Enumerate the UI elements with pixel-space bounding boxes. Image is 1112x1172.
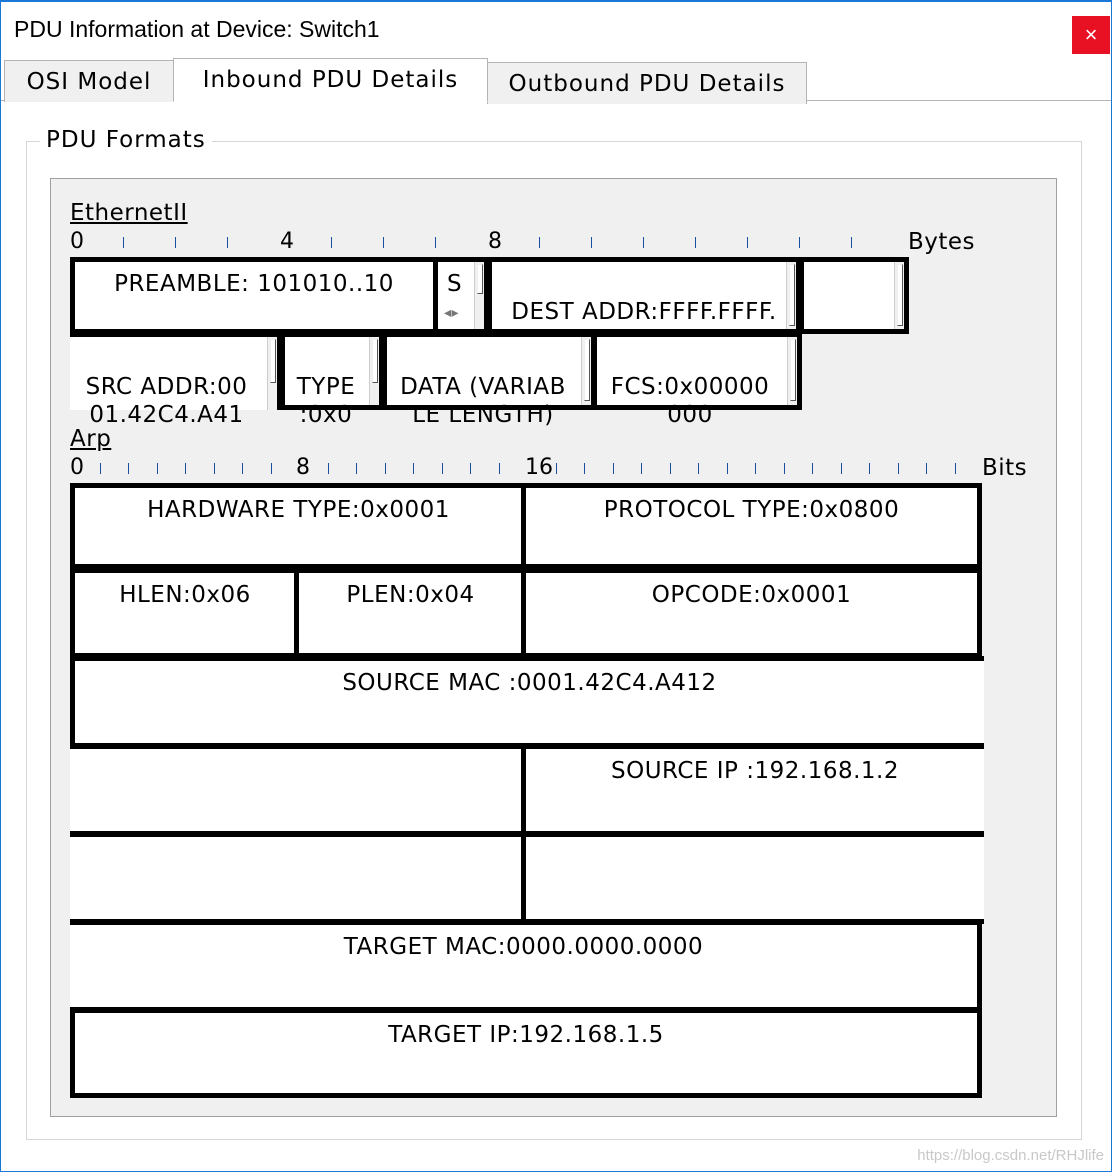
- data-scrollbar[interactable]: [581, 337, 591, 405]
- ethernet-ruler-unit: Bytes: [908, 229, 976, 255]
- tab-outbound-pdu-details[interactable]: [487, 62, 807, 104]
- preamble-field[interactable]: [70, 257, 438, 334]
- src-addr-field[interactable]: [70, 332, 282, 428]
- ruler-tick: [331, 237, 332, 248]
- ethernet-ruler-mid: 4: [280, 229, 294, 254]
- dest-scrollbar[interactable]: [786, 262, 796, 329]
- ruler-tick: [955, 463, 956, 474]
- title-bar: [1, 2, 1111, 58]
- ruler-tick: [812, 463, 813, 474]
- ruler-tick: [613, 463, 614, 474]
- target-ip-field[interactable]: [70, 1008, 982, 1098]
- window-title: PDU Information at Device: Switch1: [14, 16, 380, 42]
- arp-ruler-start: 0: [70, 455, 84, 480]
- target-ip-value: TARGET IP:192.168.1.5: [388, 1022, 664, 1048]
- arp-ruler-unit: Bits: [982, 455, 1028, 481]
- fcs-scroll-thumb[interactable]: [790, 339, 796, 401]
- hardware-type-field[interactable]: [70, 483, 527, 569]
- src-scroll-thumb[interactable]: [270, 339, 276, 383]
- sfd-scroll-thumb[interactable]: [477, 264, 483, 294]
- ruler-tick: [643, 237, 644, 248]
- tab-inbound-pdu-details[interactable]: [173, 58, 488, 102]
- ruler-tick: [356, 463, 357, 474]
- ruler-tick: [784, 463, 785, 474]
- sfd-field[interactable]: [433, 257, 489, 334]
- src-scrollbar[interactable]: [267, 337, 277, 410]
- dest-scroll-thumb[interactable]: [789, 264, 795, 326]
- target-mac-field[interactable]: [70, 920, 982, 1012]
- source-mac-continued-field[interactable]: [70, 744, 527, 836]
- ruler-tick: [271, 463, 272, 474]
- opcode-value: OPCODE:0x0001: [651, 582, 852, 608]
- fcs-field[interactable]: [592, 332, 802, 428]
- source-mac-value: SOURCE MAC :0001.42C4.A412: [342, 670, 717, 696]
- ruler-tick: [214, 463, 215, 474]
- tab-osi-model[interactable]: [4, 60, 174, 102]
- ethernet-ruler-end: 8: [488, 229, 502, 254]
- arp-label: Arp: [70, 426, 112, 452]
- ruler-tick: [499, 463, 500, 474]
- src-addr-value: SRC ADDR:00 01.42C4.A41: [85, 374, 248, 428]
- ruler-tick: [100, 463, 101, 474]
- dest-addr-field[interactable]: [487, 257, 801, 334]
- ruler-tick: [157, 463, 158, 474]
- ruler-tick: [539, 237, 540, 248]
- hlen-value: HLEN:0x06: [119, 582, 251, 608]
- data-field[interactable]: [382, 332, 596, 428]
- ruler-tick: [698, 463, 699, 474]
- ruler-tick: [328, 463, 329, 474]
- plen-value: PLEN:0x04: [346, 582, 475, 608]
- preamble-value: PREAMBLE: 101010..10: [114, 271, 394, 297]
- type-value: TYPE :0x0: [296, 374, 356, 428]
- target-mac-value: TARGET MAC:0000.0000.0000: [343, 934, 704, 960]
- ethernet-ruler-start: 0: [70, 229, 84, 254]
- ruler-tick: [747, 237, 748, 248]
- ruler-tick: [851, 237, 852, 248]
- ruler-tick: [841, 463, 842, 474]
- ruler-tick: [128, 463, 129, 474]
- fcs-value: FCS:0x00000 000: [610, 374, 770, 428]
- ruler-tick: [869, 463, 870, 474]
- ruler-tick: [442, 463, 443, 474]
- ruler-tick: [385, 463, 386, 474]
- arp-ruler-end: 16: [525, 455, 553, 480]
- dest-addr-value: DEST ADDR:FFFF.FFFF.: [511, 299, 777, 325]
- plen-field[interactable]: [294, 568, 527, 658]
- target-mac-start-field[interactable]: [521, 832, 984, 924]
- ruler-tick: [591, 237, 592, 248]
- ruler-tick: [383, 237, 384, 248]
- ruler-tick: [755, 463, 756, 474]
- arp-ruler-mid: 8: [296, 455, 310, 480]
- ruler-tick: [584, 463, 585, 474]
- type-field[interactable]: [280, 332, 384, 428]
- ruler-tick: [123, 237, 124, 248]
- ruler-tick: [641, 463, 642, 474]
- ethernet-empty-field[interactable]: [799, 257, 909, 334]
- source-ip-field[interactable]: [521, 744, 984, 836]
- ruler-tick: [727, 463, 728, 474]
- fcs-scrollbar[interactable]: [787, 337, 797, 405]
- sfd-scrollbar[interactable]: [474, 262, 484, 329]
- data-scroll-thumb[interactable]: [584, 339, 590, 401]
- ruler-tick: [926, 463, 927, 474]
- empty-scroll-thumb[interactable]: [897, 264, 903, 326]
- ruler-tick: [556, 463, 557, 474]
- protocol-type-value: PROTOCOL TYPE:0x0800: [603, 497, 900, 523]
- protocol-type-field[interactable]: [521, 483, 982, 569]
- ruler-tick: [470, 463, 471, 474]
- ruler-tick: [242, 463, 243, 474]
- type-scroll-thumb[interactable]: [372, 339, 378, 383]
- source-ip-continued-field[interactable]: [70, 832, 527, 924]
- type-scrollbar[interactable]: [369, 337, 379, 405]
- close-button[interactable]: ×: [1072, 16, 1110, 54]
- data-value: DATA (VARIAB LE LENGTH): [400, 374, 566, 428]
- ruler-tick: [898, 463, 899, 474]
- ruler-tick: [185, 463, 186, 474]
- ruler-tick: [799, 237, 800, 248]
- ruler-tick: [670, 463, 671, 474]
- tab-label: Outbound PDU Details: [508, 71, 786, 97]
- hlen-field[interactable]: [70, 568, 300, 658]
- ruler-tick: [435, 237, 436, 248]
- opcode-field[interactable]: [521, 568, 982, 658]
- ethernet-label: EthernetII: [70, 200, 188, 226]
- ruler-tick: [227, 237, 228, 248]
- ruler-tick: [695, 237, 696, 248]
- tab-label: OSI Model: [26, 69, 152, 95]
- empty-scrollbar[interactable]: [894, 262, 904, 329]
- source-ip-value: SOURCE IP :192.168.1.2: [611, 758, 899, 784]
- ruler-tick: [175, 237, 176, 248]
- source-mac-field[interactable]: [70, 656, 984, 748]
- hscroll-arrows-icon[interactable]: ◂▸: [444, 305, 460, 321]
- pdu-formats-label: PDU Formats: [40, 127, 212, 153]
- hardware-type-value: HARDWARE TYPE:0x0001: [147, 497, 450, 523]
- ruler-tick: [413, 463, 414, 474]
- watermark: https://blog.csdn.net/RHJlife: [917, 1147, 1104, 1164]
- sfd-value: S: [447, 271, 463, 297]
- tab-label: Inbound PDU Details: [202, 67, 459, 93]
